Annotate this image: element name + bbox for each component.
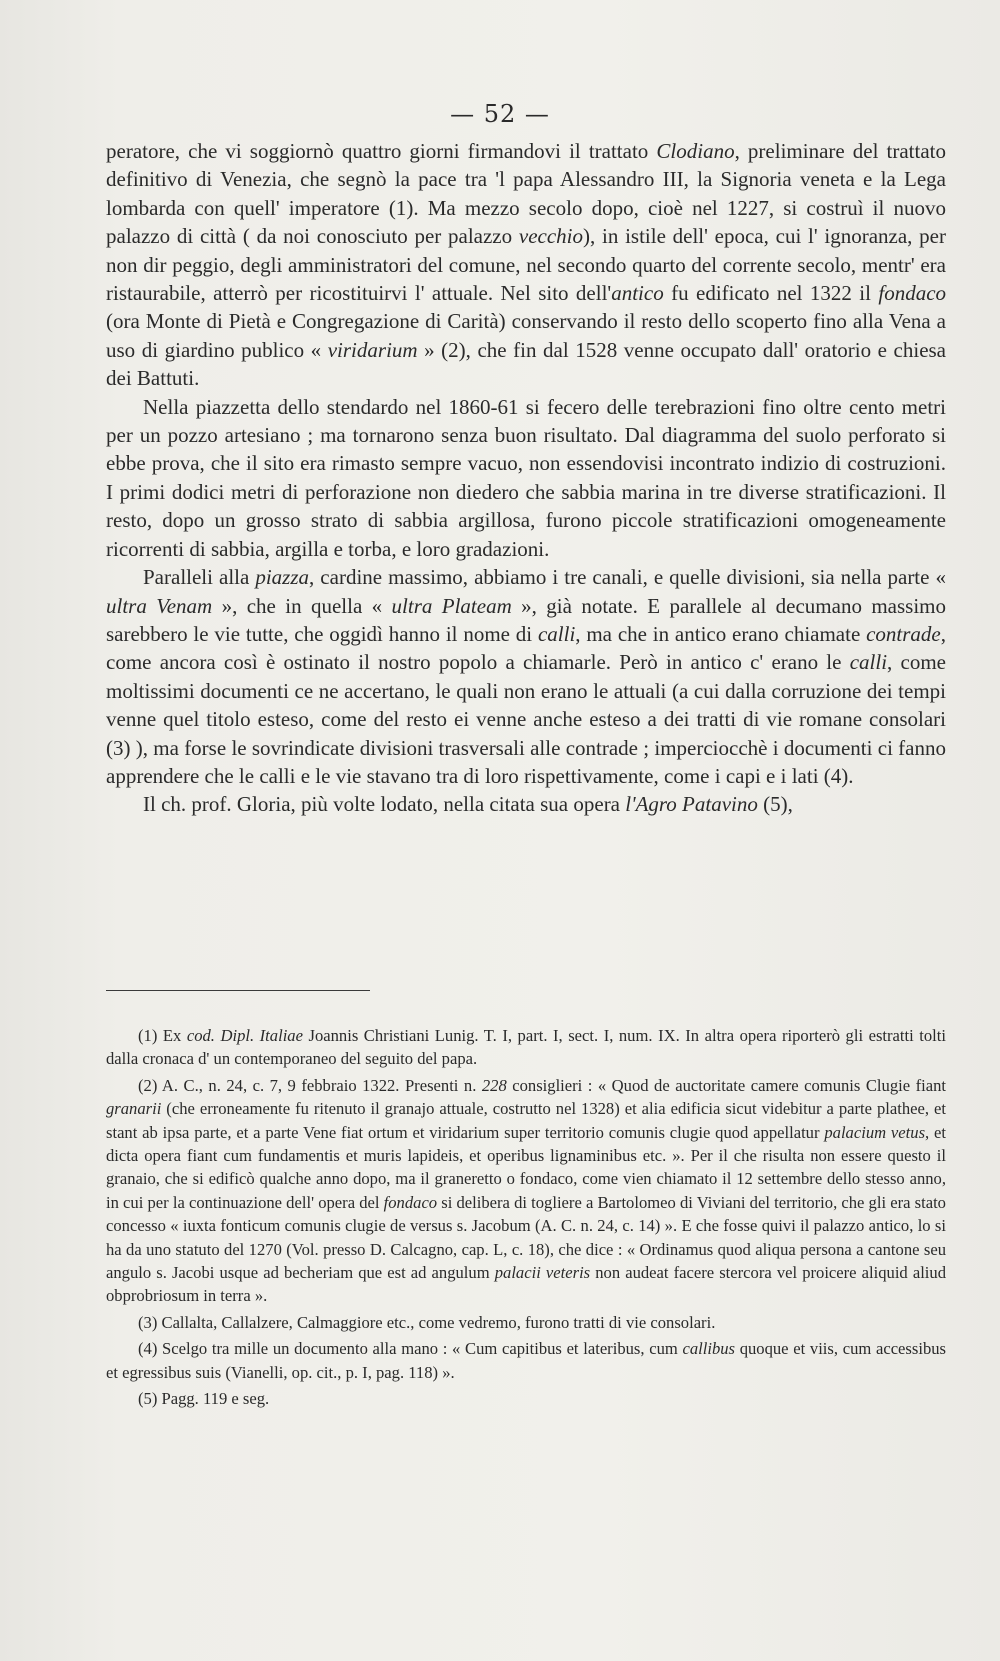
- footnote-2: [106, 1074, 946, 1308]
- text-run: » (2), che fin dal 1528 venne occupato dall' oratorio e chiesa dei Battuti.: [106, 337, 947, 391]
- italic-text-run: callibus: [682, 1339, 736, 1359]
- text-run: , come ancora così è ostinato il nostro popolo a chiamarle. Però in antico c' erano le: [106, 621, 947, 675]
- paragraph-4: [106, 790, 946, 818]
- text-run: », già notate. E parallele al decumano massimo sarebbero le vie tutte, che oggidì hanno il nome di: [106, 593, 947, 646]
- italic-text-run: ultra Plateam: [391, 593, 512, 618]
- italic-text-run: Clodiano: [656, 139, 735, 163]
- footnote-5: [106, 1387, 946, 1410]
- italic-text-run: piazza: [255, 565, 310, 590]
- main-text: [106, 137, 946, 819]
- text-run: Il ch. prof. Gloria, più volte lodato, nella citata sua opera: [143, 792, 626, 817]
- footnote-4: [106, 1337, 946, 1384]
- italic-text-run: contrade: [866, 621, 941, 646]
- text-run: ), in istile dell' epoca, cui l' ignoranza, per non dir peggio, degli amministratori del comune, nel secondo quarto del corrente secolo, mentr' era ristaurabile, atterrò per ricostituirvi l' attuale. Nel sito dell': [106, 224, 946, 306]
- italic-text-run: l'Agro Patavino: [625, 792, 758, 817]
- text-run: non audeat facere stercora vel proicere aliquid aliud obprobriosum in terra ».: [106, 1263, 947, 1306]
- text-run: », che in quella «: [212, 593, 392, 618]
- text-run: Nella piazzetta dello stendardo nel 1860-61 si fecero delle terebrazioni fino oltre cento metri per un pozzo artesiano ; ma tornarono senza buon risultato. Dal diagramma del suolo perforato si ebbe prova, che il sito era rimasto sempre vacuo, non essendovisi incontrato indizio di costruzioni. I primi dodici metri di perforazione non diedero che sabbia marina in tre diverse stratificazioni. Il resto, dopo un grosso strato di sabbia argillosa, furono piccole stratificazioni omogeneamente ricorrenti di sabbia, argilla e torba, e loro gradazioni.: [106, 394, 946, 561]
- text-run: peratore, che vi soggiornò quattro giorni firmandovi il trattato: [106, 139, 657, 163]
- text-run: (3) Callalta, Callalzere, Calmaggiore etc., come vedremo, furono tratti di vie consolari.: [138, 1312, 716, 1332]
- text-run: (2) A. C., n. 24, c. 7, 9 febbraio 1322. Presenti n.: [138, 1075, 482, 1095]
- text-run: (5) Pagg. 119 e seg.: [138, 1389, 270, 1409]
- italic-text-run: palacii veteris: [494, 1263, 591, 1283]
- text-run: quoque et viis, cum accessibus et egressibus suis (Vianelli, op. cit., p. I, pag. 118) ».: [106, 1339, 946, 1382]
- italic-text-run: fondaco: [383, 1192, 438, 1212]
- italic-text-run: palacium vetus: [824, 1122, 926, 1142]
- text-run: , et dicta opera fiant cum fundamentis et muris lapideis, et operibus lignaminibus etc. ». Per il che risulta non essere questo il granaio, che si edificò qualche anno dopo, ma il graneretto o fondaco, come vien chiamato il 12 settembre dello stesso anno, in cui per la continuazione dell' opera del: [106, 1122, 946, 1212]
- text-run: (ora Monte di Pietà e Congregazione di Carità) conservando il resto dello scoperto fino alla Vena a uso di giardino publico «: [106, 309, 946, 362]
- paragraph-2: [106, 393, 946, 563]
- footnote-separator: [106, 990, 370, 991]
- italic-text-run: viridarium: [327, 337, 418, 362]
- footnotes: [106, 1024, 946, 1411]
- footnote-3: [106, 1311, 946, 1334]
- text-run: consiglieri : « Quod de auctoritate camere comunis Clugie fiant: [506, 1075, 946, 1095]
- italic-text-run: ultra Venam: [106, 593, 213, 618]
- italic-text-run: 228: [481, 1075, 507, 1095]
- text-run: Paralleli alla: [143, 565, 256, 590]
- italic-text-run: fondaco: [878, 281, 947, 306]
- text-run: (5),: [757, 792, 793, 817]
- footnote-1: [106, 1024, 946, 1071]
- text-run: si delibera di togliere a Bartolomeo di Viviani del territorio, che gli era stato concesso « iuxta fonticum comunis clugie de versus s. Jacobum (A. C. n. 24, c. 14) ». E che fosse quivi il palazzo antico, lo si ha da uno statuto del 1270 (Vol. presso D. Calcagno, cap. L, c. 18), che dice : « Ordinamus quod aliqua persona a cantone seu angulo s. Jacobi usque ad becheriam que est ad angulum: [106, 1192, 946, 1283]
- paragraph-3: [106, 563, 946, 790]
- text-run: , ma che in antico erano chiamate: [575, 621, 867, 646]
- text-run: (1) Ex: [138, 1026, 187, 1045]
- text-run: , cardine massimo, abbiamo i tre canali, e quelle divisioni, sia nella parte «: [309, 565, 946, 590]
- text-run: fu edificato nel 1322 il: [663, 281, 879, 306]
- text-run: , come moltissimi documenti ce ne accertano, le quali non erano le attuali (a cui dalla corruzione dei tempi venne quel titolo esteso, come del resto ei venne anche esteso a dei tratti di vie romane consolari (3) ), ma forse le sovrindicate divisioni trasversali alle contrade ; imperciocchè i documenti ci fanno apprendere che le calli e le vie stavano tra di loro rispettivamente, come i capi e i lati (4).: [106, 650, 946, 788]
- italic-text-run: calli: [537, 621, 576, 646]
- italic-text-run: granarii: [106, 1099, 162, 1119]
- text-run: , preliminare del trattato definitivo di Venezia, che segnò la pace tra 'l papa Alessandro III, la Signoria veneta e la Lega lombarda con quell' imperatore (1). Ma mezzo secolo dopo, cioè nel 1227, si costruì il nuovo palazzo di città ( da noi conosciuto per palazzo: [106, 139, 947, 249]
- text-run: (4) Scelgo tra mille un documento alla mano : « Cum capitibus et lateribus, cum: [138, 1339, 683, 1359]
- paragraph-1: [106, 137, 946, 393]
- italic-text-run: antico: [611, 281, 664, 306]
- text-run: (che erroneamente fu ritenuto il granajo attuale, costrutto nel 1328) et alia edificia sicut videbitur a parte plathee, et stant ab ipsa parte, et a parte Vene fiat ortum et viridarium super territorio comunis clugie quod appellatur: [106, 1099, 946, 1142]
- italic-text-run: calli: [849, 650, 888, 675]
- italic-text-run: vecchio: [518, 224, 583, 249]
- page-number: — 52 —: [450, 100, 550, 128]
- text-run: Joannis Christiani Lunig. T. I, part. I, sect. I, num. IX. In altra opera riporterò gli estratti tolti dalla cronaca d' un contemporaneo del seguito del papa.: [106, 1026, 946, 1069]
- italic-text-run: cod. Dipl. Italiae: [186, 1026, 303, 1045]
